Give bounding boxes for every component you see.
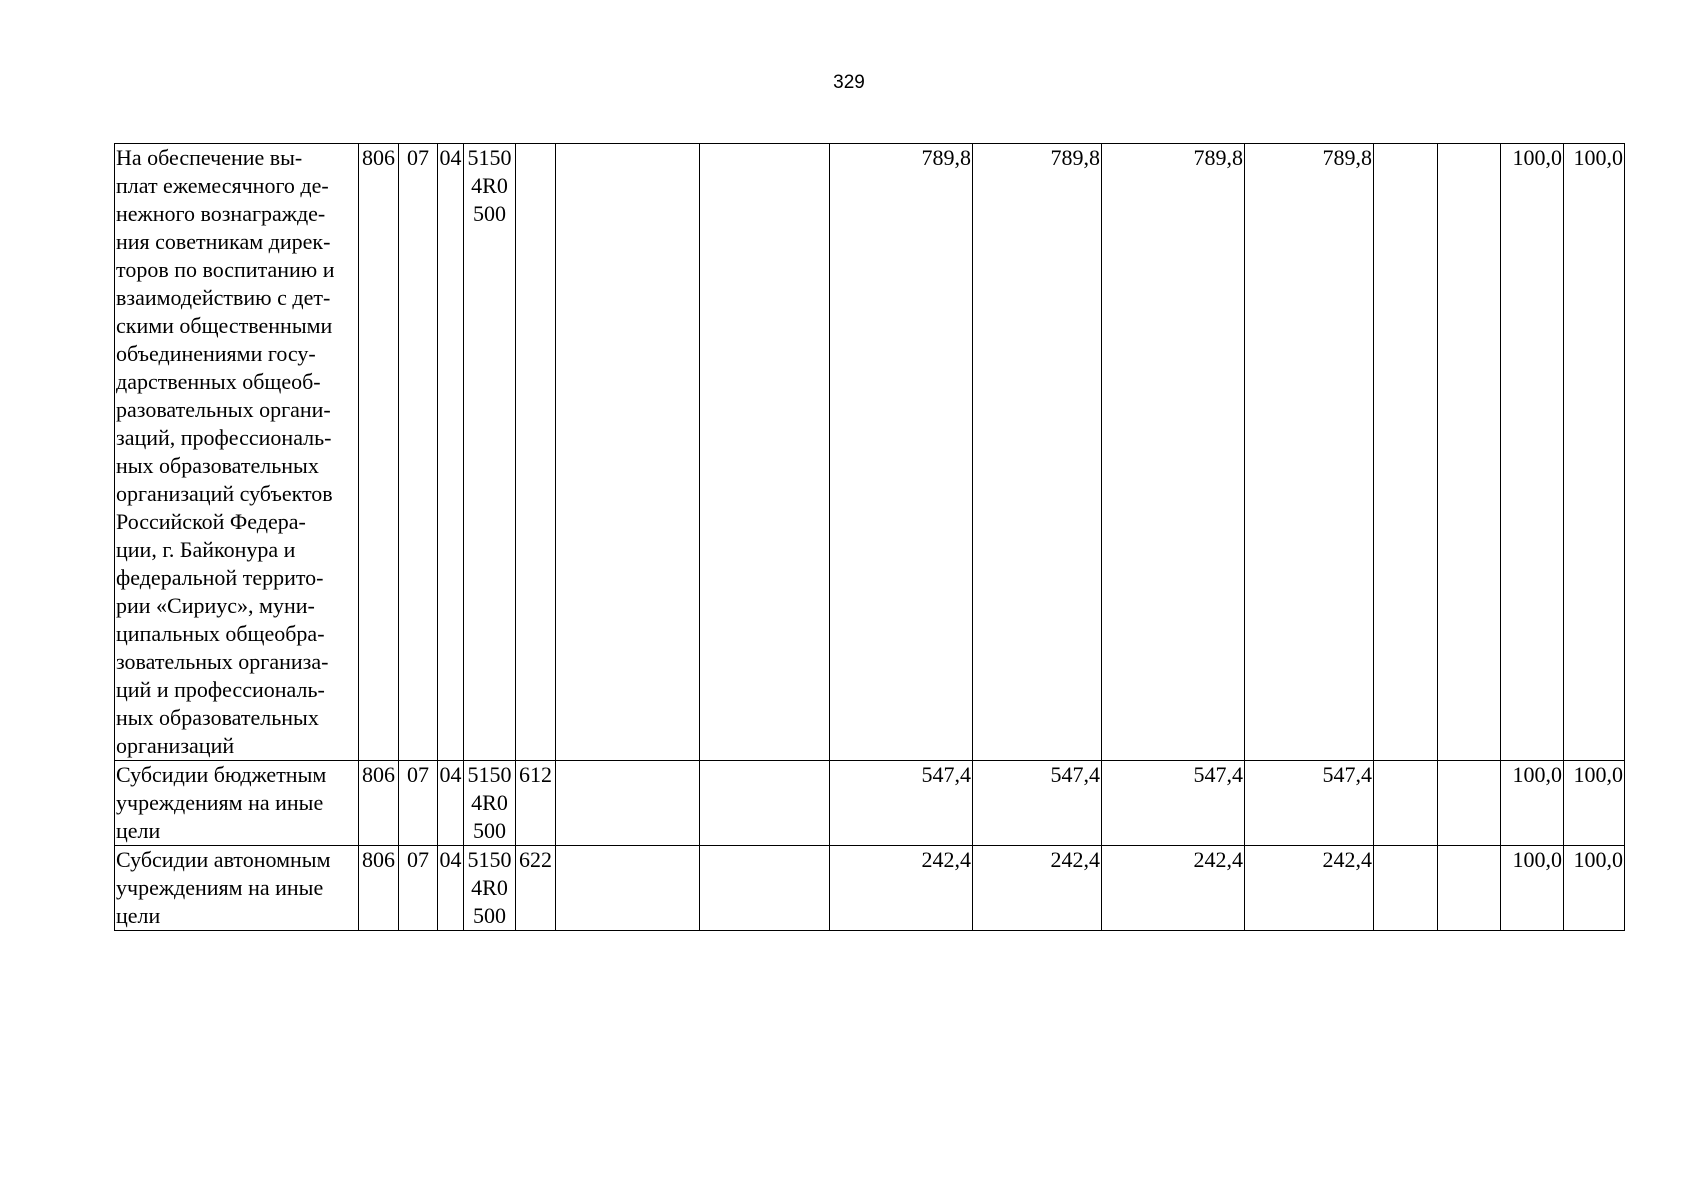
percent-cell-2: 100,0 <box>1564 846 1625 931</box>
percent-cell-1: 100,0 <box>1501 846 1564 931</box>
value-cell-3: 789,8 <box>1102 144 1245 761</box>
empty-cell <box>700 144 830 761</box>
row-name-cell-line: плат ежемесячного де- <box>116 173 329 198</box>
target-article-cell <box>464 144 516 761</box>
row-name-cell-line: зовательных организа- <box>116 649 329 674</box>
page-number: 329 <box>833 72 865 93</box>
value-cell-3: 547,4 <box>1102 761 1245 846</box>
empty-cell <box>1374 144 1438 761</box>
row-name-cell <box>115 144 359 761</box>
value-cell-3: 242,4 <box>1102 846 1245 931</box>
section-code-cell: 07 <box>399 144 438 761</box>
row-name-cell <box>115 846 359 931</box>
target-article-cell-line: 4R0 <box>471 875 508 900</box>
value-cell-2: 789,8 <box>973 144 1102 761</box>
row-name-cell-line: Субсидии бюджетным <box>116 762 327 787</box>
expense-type-cell: 612 <box>516 761 556 846</box>
budget-table <box>114 143 1625 931</box>
table-row <box>115 144 1625 761</box>
row-name-cell-line: учреждениям на иные <box>116 875 324 900</box>
row-name-cell-line: скими общественными <box>116 313 333 338</box>
row-name-cell <box>115 761 359 846</box>
ministry-code-cell: 806 <box>359 144 399 761</box>
row-name-cell-line: ния советникам дирек- <box>116 229 331 254</box>
row-name-cell-line: разовательных органи- <box>116 397 331 422</box>
row-name-cell-line: взаимодействию с дет- <box>116 285 331 310</box>
target-article-cell-line: 4R0 <box>471 173 508 198</box>
row-name-cell-line: ципальных общеобра- <box>116 621 325 646</box>
target-article-cell-line: 500 <box>473 903 506 928</box>
empty-cell <box>556 846 700 931</box>
percent-cell-1: 100,0 <box>1501 144 1564 761</box>
subsection-code-cell: 04 <box>438 846 464 931</box>
empty-cell <box>556 144 700 761</box>
ministry-code-cell: 806 <box>359 846 399 931</box>
row-name-cell-line: ных образовательных <box>116 705 319 730</box>
empty-cell <box>700 846 830 931</box>
percent-cell-2: 100,0 <box>1564 144 1625 761</box>
expense-type-cell <box>516 144 556 761</box>
table-row <box>115 846 1625 931</box>
row-name-cell-line: Российской Федера- <box>116 509 306 534</box>
row-name-cell-line: Субсидии автономным <box>116 847 331 872</box>
value-cell-1: 789,8 <box>830 144 973 761</box>
expense-type-cell: 622 <box>516 846 556 931</box>
target-article-cell-line: 4R0 <box>471 790 508 815</box>
empty-cell <box>1374 761 1438 846</box>
empty-cell <box>1438 144 1501 761</box>
row-name-cell-line: ных образовательных <box>116 453 319 478</box>
row-name-cell-line: торов по воспитанию и <box>116 257 335 282</box>
row-name-cell-line: цели <box>116 903 161 928</box>
value-cell-1: 242,4 <box>830 846 973 931</box>
subsection-code-cell: 04 <box>438 761 464 846</box>
ministry-code-cell: 806 <box>359 761 399 846</box>
row-name-cell-line: дарственных общеоб- <box>116 369 321 394</box>
empty-cell <box>1438 761 1501 846</box>
value-cell-4: 242,4 <box>1245 846 1374 931</box>
row-name-cell-line: ций и профессиональ- <box>116 677 325 702</box>
target-article-cell-line: 5150 <box>467 145 512 170</box>
empty-cell <box>556 761 700 846</box>
row-name-cell-line: организаций <box>116 733 235 758</box>
subsection-code-cell: 04 <box>438 144 464 761</box>
row-name-cell-line: учреждениям на иные <box>116 790 324 815</box>
value-cell-2: 547,4 <box>973 761 1102 846</box>
target-article-cell-line: 500 <box>473 818 506 843</box>
empty-cell <box>700 761 830 846</box>
row-name-cell-line: цели <box>116 818 161 843</box>
empty-cell <box>1374 846 1438 931</box>
row-name-cell-line: На обеспечение вы- <box>116 145 303 170</box>
value-cell-1: 547,4 <box>830 761 973 846</box>
row-name-cell-line: нежного вознагражде- <box>116 201 326 226</box>
value-cell-4: 547,4 <box>1245 761 1374 846</box>
row-name-cell-line: федеральной террито- <box>116 565 324 590</box>
target-article-cell-line: 500 <box>473 201 506 226</box>
target-article-cell-line: 5150 <box>467 762 512 787</box>
row-name-cell-line: организаций субъектов <box>116 481 333 506</box>
section-code-cell: 07 <box>399 761 438 846</box>
table-row <box>115 761 1625 846</box>
empty-cell <box>1438 846 1501 931</box>
section-code-cell: 07 <box>399 846 438 931</box>
target-article-cell <box>464 761 516 846</box>
row-name-cell-line: объединениями госу- <box>116 341 316 366</box>
percent-cell-1: 100,0 <box>1501 761 1564 846</box>
row-name-cell-line: ции, г. Байконура и <box>116 537 296 562</box>
row-name-cell-line: рии «Сириус», муни- <box>116 593 315 618</box>
row-name-cell-line: заций, профессиональ- <box>116 425 332 450</box>
target-article-cell <box>464 846 516 931</box>
value-cell-2: 242,4 <box>973 846 1102 931</box>
percent-cell-2: 100,0 <box>1564 761 1625 846</box>
value-cell-4: 789,8 <box>1245 144 1374 761</box>
target-article-cell-line: 5150 <box>467 847 512 872</box>
